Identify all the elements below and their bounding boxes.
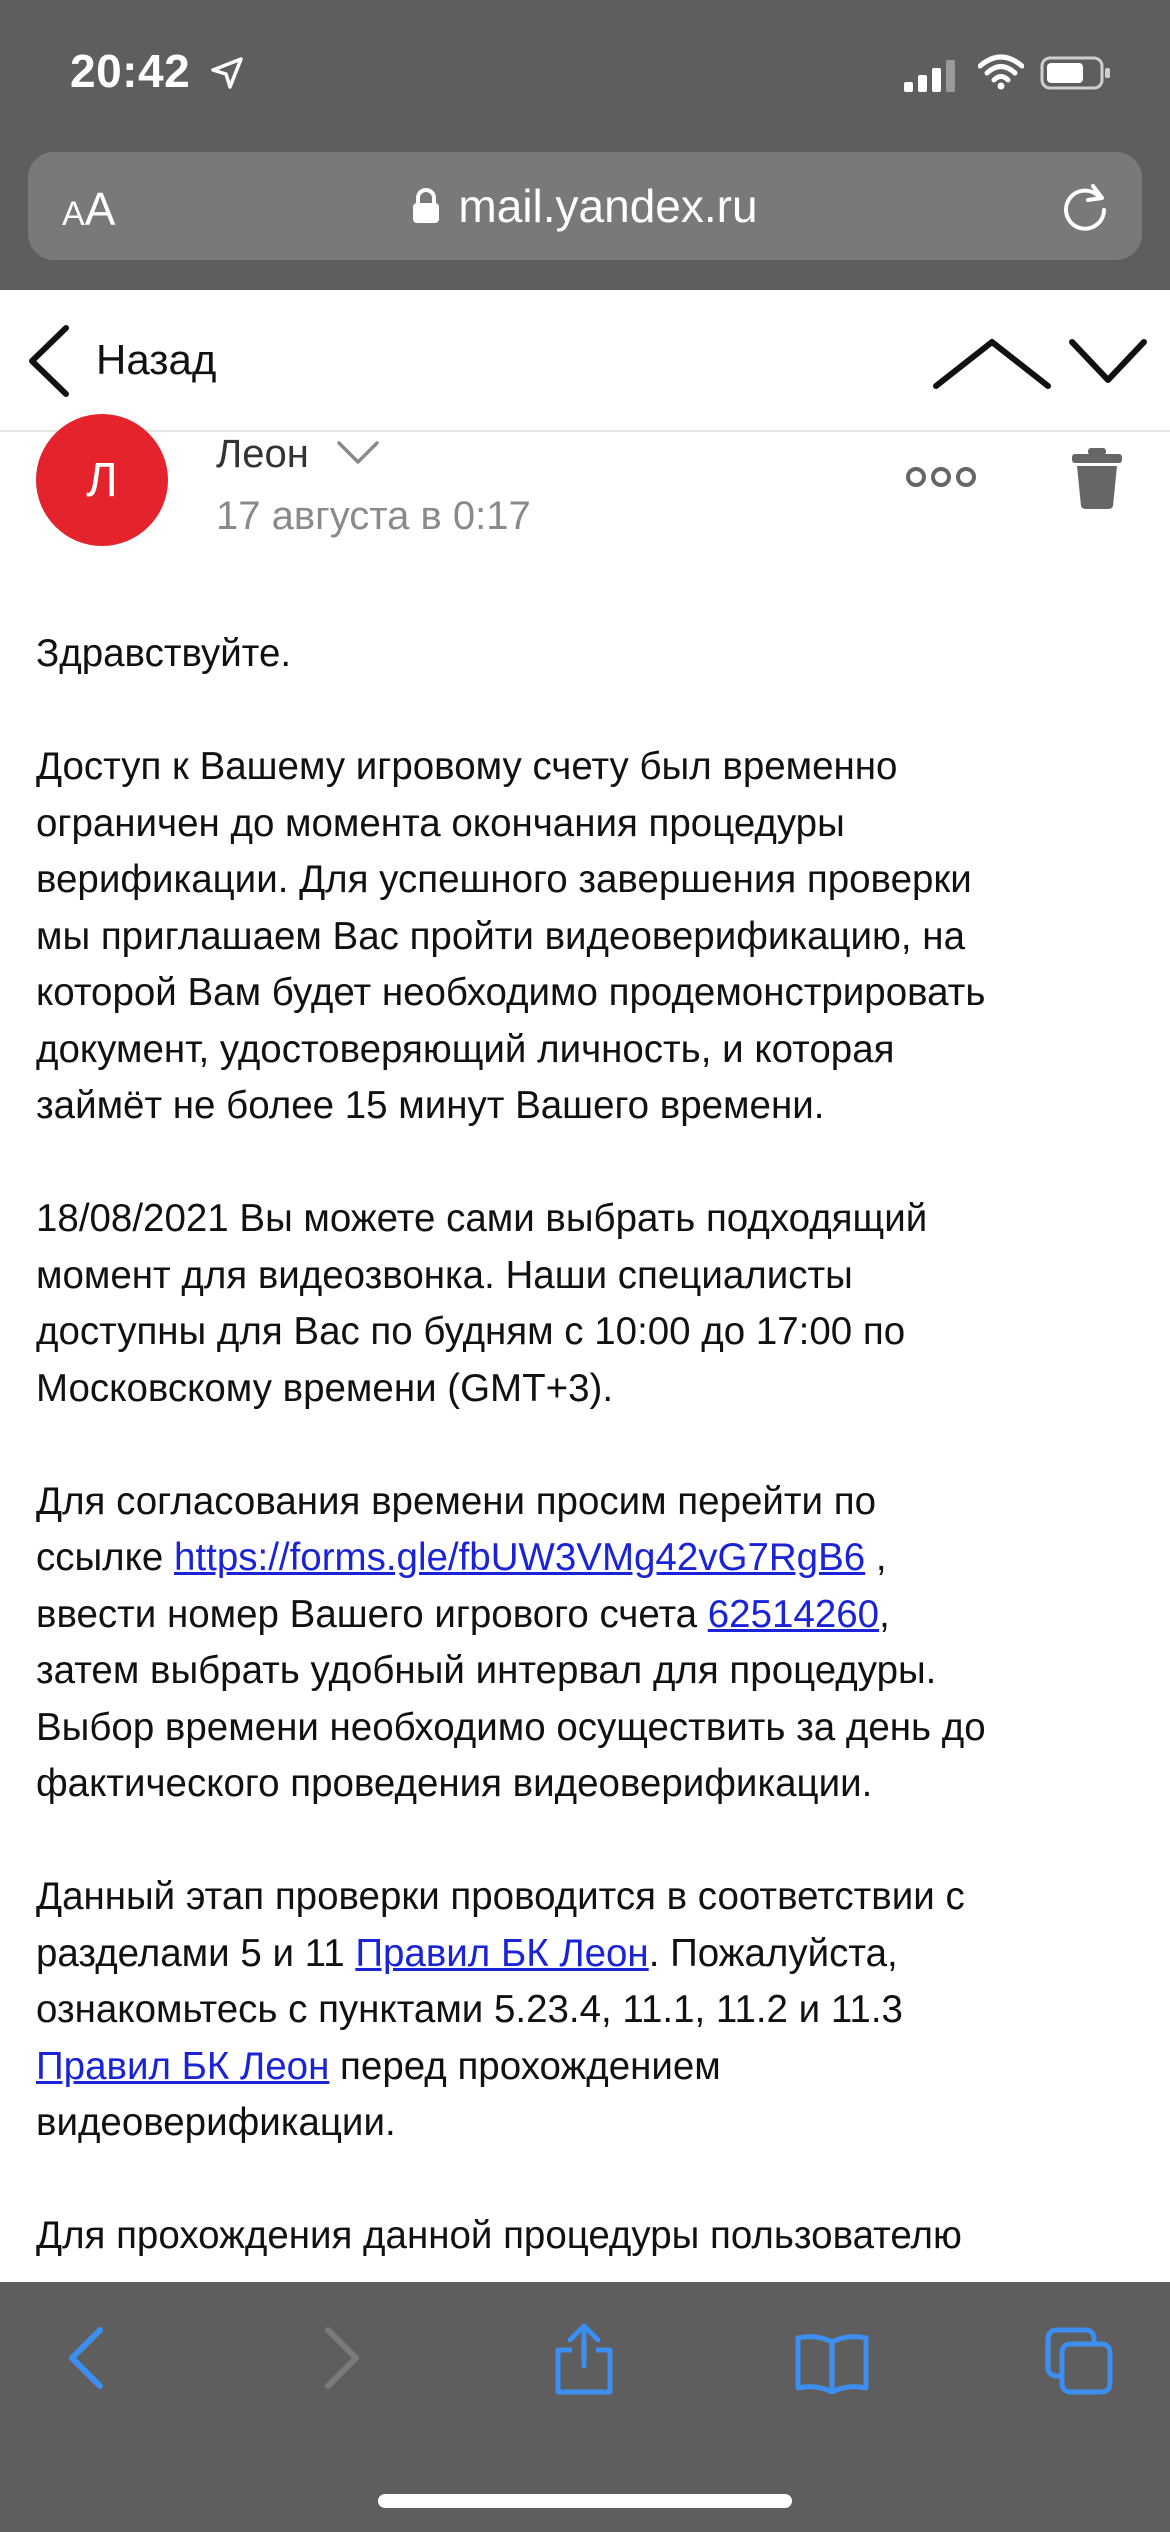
paragraph-2 xyxy=(36,1191,1146,1417)
next-message-chevron-down-icon[interactable] xyxy=(1066,334,1150,390)
lock-icon xyxy=(412,188,440,224)
previous-message-chevron-up-icon[interactable] xyxy=(930,334,1054,394)
wifi-icon xyxy=(978,54,1024,90)
rules-link[interactable]: Правил БК Леон xyxy=(355,1931,649,1975)
text-line: Для прохождения данной процедуры пользователю xyxy=(36,2214,962,2257)
text-line: видеоверификации. xyxy=(36,2101,396,2144)
back-button[interactable]: Назад xyxy=(96,336,217,383)
chevron-left-icon[interactable] xyxy=(24,322,74,400)
text-fragment: ввести номер Вашего игрового счета xyxy=(36,1592,708,1636)
battery-icon xyxy=(1040,56,1112,90)
text-line: займёт не более 15 минут Вашего времени. xyxy=(36,1084,825,1127)
text-line xyxy=(36,1926,1146,1983)
text-line: момент для видеозвонка. Наши специалисты xyxy=(36,1253,853,1297)
text-line: документ, удостоверяющий личность, и которая xyxy=(36,1027,895,1071)
text-size-small-label: A xyxy=(62,195,85,233)
browser-forward-icon[interactable] xyxy=(322,2326,362,2390)
text-line: Московскому времени (GMT+3). xyxy=(36,1366,614,1410)
url-display[interactable] xyxy=(28,152,1142,260)
text-line: Доступ к Вашему игровому счету был временно xyxy=(36,745,898,788)
reload-icon[interactable] xyxy=(1060,180,1110,232)
text-line: фактического проведения видеоверификации. xyxy=(36,1762,873,1805)
chevron-down-icon[interactable] xyxy=(336,440,380,466)
cellular-signal-icon xyxy=(904,60,958,92)
text-fragment: разделами 5 и 11 xyxy=(36,1931,356,1975)
share-icon[interactable] xyxy=(552,2322,616,2396)
text-size-large-label: A xyxy=(84,183,116,235)
address-bar[interactable] xyxy=(28,152,1142,260)
browser-back-icon[interactable] xyxy=(66,2326,106,2390)
paragraph-1 xyxy=(36,739,1146,1135)
url-text: mail.yandex.ru xyxy=(458,180,758,232)
text-fragment: , xyxy=(865,1536,887,1579)
text-line: 18/08/2021 Вы можете сами выбрать подходящий xyxy=(36,1197,928,1240)
browser-top-chrome xyxy=(0,0,1170,290)
text-fragment: . Пожалуйста, xyxy=(648,1931,898,1975)
paragraph-4 xyxy=(36,1869,1146,2152)
text-line xyxy=(36,1587,1146,1644)
paragraph-3 xyxy=(36,1474,1146,1813)
text-line xyxy=(36,2039,1146,2096)
more-options-icon[interactable] xyxy=(906,464,976,490)
tabs-icon[interactable] xyxy=(1044,2326,1114,2396)
text-fragment: ссылке xyxy=(36,1536,175,1579)
text-line: Данный этап проверки проводится в соответствии с xyxy=(36,1875,965,1918)
text-line: Выбор времени необходимо осуществить за день до xyxy=(36,1705,986,1749)
text-line: которой Вам будет необходимо продемонстрировать xyxy=(36,971,986,1014)
text-line: затем выбрать удобный интервал для процедуры. xyxy=(36,1649,937,1692)
text-line: ограничен до момента окончания процедуры xyxy=(36,801,845,845)
sender-name[interactable]: Леон xyxy=(216,432,309,476)
text-line: доступны для Вас по будням с 10:00 до 17:00 по xyxy=(36,1310,906,1353)
paragraph-5 xyxy=(36,2208,1146,2265)
location-arrow-icon xyxy=(210,56,244,90)
status-time: 20:42 xyxy=(70,45,191,97)
text-line xyxy=(36,1530,1146,1587)
message-date: 17 августа в 0:17 xyxy=(216,494,531,538)
text-line: ознакомьтесь с пунктами 5.23.4, 11.1, 11.2 и 11.3 xyxy=(36,1988,903,2031)
greeting xyxy=(36,626,1146,683)
trash-icon[interactable] xyxy=(1070,446,1124,510)
text-fragment: перед прохождением xyxy=(329,2044,721,2088)
bookmarks-book-icon[interactable] xyxy=(794,2332,870,2394)
mail-body xyxy=(36,626,1146,2321)
home-indicator[interactable] xyxy=(378,2494,792,2508)
text-line: верификации. Для успешного завершения проверки xyxy=(36,858,972,901)
greeting-text: Здравствуйте. xyxy=(36,632,292,675)
avatar[interactable]: Л xyxy=(36,414,168,546)
form-link[interactable]: https://forms.gle/fbUW3VMg42vG7RgB6 xyxy=(174,1536,866,1579)
account-number-link[interactable]: 62514260 xyxy=(707,1592,880,1636)
text-fragment: , xyxy=(879,1592,890,1636)
rules-link[interactable]: Правил БК Леон xyxy=(36,2044,330,2088)
text-line: Для согласования времени просим перейти по xyxy=(36,1479,876,1523)
mail-nav-header xyxy=(0,290,1170,432)
text-line: мы приглашаем Вас пройти видеоверификацию, на xyxy=(36,914,965,958)
